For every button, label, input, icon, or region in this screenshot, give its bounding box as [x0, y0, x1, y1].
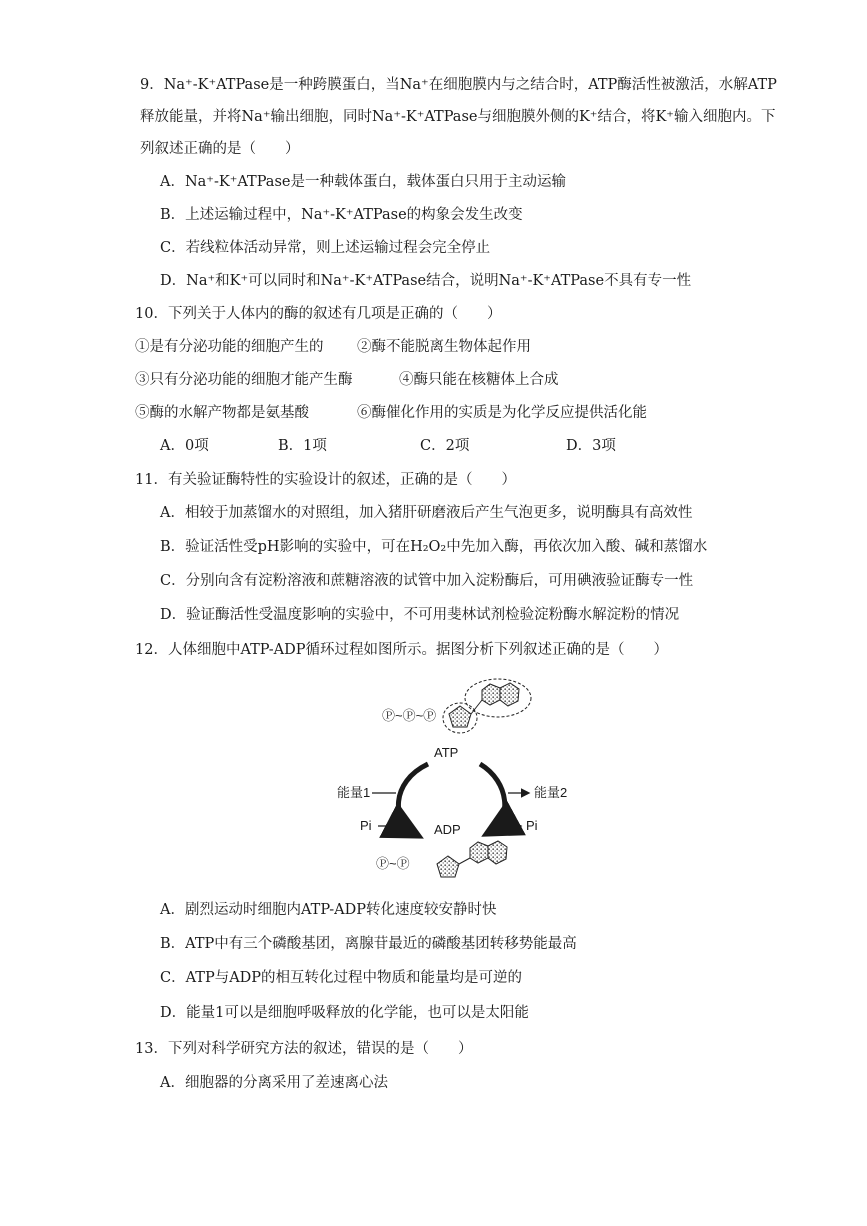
- q13-stem: 13．下列对科学研究方法的叙述，错误的是（ ）: [135, 1041, 473, 1057]
- q10-option-b: B．1项: [278, 438, 327, 454]
- adp-ribose-icon: [437, 856, 459, 877]
- synthesis-arrow: [398, 764, 428, 834]
- q10-option-a: A．0项: [160, 438, 209, 454]
- adp-label: ADP: [434, 822, 461, 837]
- q11-option-c: C．分别向含有淀粉溶液和蔗糖溶液的试管中加入淀粉酶后，可用碘液验证酶专一性: [160, 573, 694, 589]
- atp-ribose-icon: [443, 703, 477, 733]
- q11-option-b: B．验证活性受pH影响的实验中，可在H₂O₂中先加入酶，再依次加入酸、碱和蒸馏水: [160, 539, 708, 555]
- q10-statement-1: ①是有分泌功能的细胞产生的: [135, 339, 324, 355]
- atp-phosphate-chain: Ⓟ~Ⓟ~Ⓟ: [382, 708, 437, 723]
- hydrolysis-arrow: [480, 764, 505, 832]
- q10-option-c: C．2项: [420, 438, 470, 454]
- q12-option-d: D．能量1可以是细胞呼吸释放的化学能，也可以是太阳能: [160, 1005, 529, 1021]
- energy2-label: 能量2: [534, 785, 568, 800]
- q9-stem-line3: 列叙述正确的是（ ）: [140, 141, 300, 157]
- q12-option-a: A．剧烈运动时细胞内ATP-ADP转化速度较安静时快: [160, 902, 497, 918]
- q9-option-b: B．上述运输过程中，Na⁺-K⁺ATPase的构象会发生改变: [160, 207, 523, 223]
- q12-option-b: B．ATP中有三个磷酸基团，离腺苷最近的磷酸基团转移势能最高: [160, 936, 577, 952]
- q10-statement-4: ④酶只能在核糖体上合成: [399, 372, 559, 388]
- q13-option-a: A．细胞器的分离采用了差速离心法: [160, 1075, 388, 1091]
- atp-adp-cycle-diagram: [320, 672, 580, 882]
- q10-statement-5: ⑤酶的水解产物都是氨基酸: [135, 405, 309, 421]
- q9-option-c: C．若线粒体活动异常，则上述运输过程会完全停止: [160, 240, 491, 256]
- q10-statement-3: ③只有分泌功能的细胞才能产生酶: [135, 372, 353, 388]
- q12-stem: 12．人体细胞中ATP-ADP循环过程如图所示。据图分析下列叙述正确的是（ ）: [135, 642, 669, 658]
- q9-option-a: A．Na⁺-K⁺ATPase是一种载体蛋白，载体蛋白只用于主动运输: [160, 174, 566, 190]
- adp-phosphate-chain: Ⓟ~Ⓟ: [376, 856, 410, 871]
- energy1-label: 能量1: [337, 785, 371, 800]
- adp-adenine-icon: [470, 841, 507, 864]
- q9-option-d: D．Na⁺和K⁺可以同时和Na⁺-K⁺ATPase结合，说明Na⁺-K⁺ATPase不具有专一性: [160, 273, 692, 289]
- pi-left-label: Pi: [360, 818, 372, 833]
- atp-label: ATP: [434, 745, 459, 760]
- q10-statement-2: ②酶不能脱离生物体起作用: [357, 339, 531, 355]
- q9-stem-line1: 9．Na⁺-K⁺ATPase是一种跨膜蛋白，当Na⁺在细胞膜内与之结合时，ATP酶活性被激活，水解ATP: [140, 77, 777, 93]
- q11-option-d: D．验证酶活性受温度影响的实验中，不可用斐林试剂检验淀粉酶水解淀粉的情况: [160, 607, 680, 623]
- q9-stem-line2: 释放能量，并将Na⁺输出细胞，同时Na⁺-K⁺ATPase与细胞膜外侧的K⁺结合，将K⁺输入细胞内。下: [140, 109, 776, 125]
- q11-stem: 11．有关验证酶特性的实验设计的叙述，正确的是（ ）: [135, 472, 516, 488]
- pi-right-label: Pi: [526, 818, 538, 833]
- atp-adenine-icon: [465, 679, 531, 717]
- q10-stem: 10．下列关于人体内的酶的叙述有几项是正确的（ ）: [135, 306, 502, 322]
- q10-statement-6: ⑥酶催化作用的实质是为化学反应提供活化能: [357, 405, 647, 421]
- q10-option-d: D．3项: [566, 438, 616, 454]
- q12-option-c: C．ATP与ADP的相互转化过程中物质和能量均是可逆的: [160, 970, 523, 986]
- q11-option-a: A．相较于加蒸馏水的对照组，加入猪肝研磨液后产生气泡更多，说明酶具有高效性: [160, 505, 693, 521]
